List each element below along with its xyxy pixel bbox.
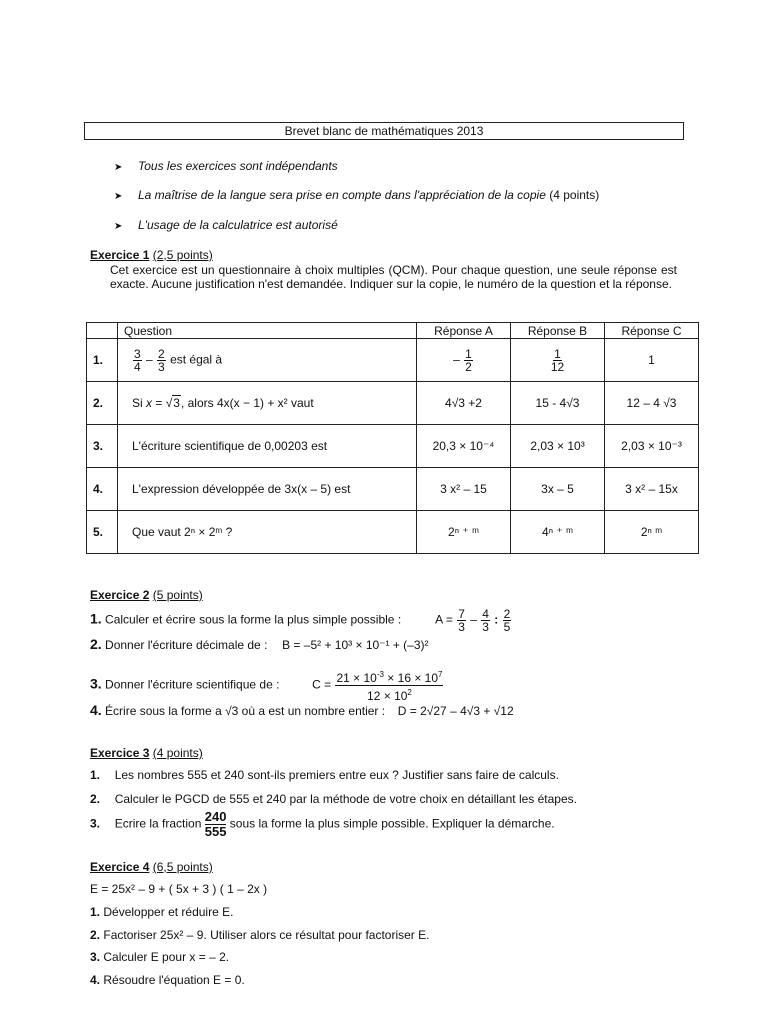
row-number: 2. [87, 382, 118, 425]
question-text: , alors 4x(x − 1) + x² vaut [180, 396, 314, 410]
item-number: 3. [90, 675, 102, 692]
table-row [87, 468, 699, 511]
instruction-text: Tous les exercices sont indépendants [138, 159, 338, 173]
ex2-item-1: 1. Calculer et écrire sous la forme la plus simple possible : A = $\frac{7}{3}$ – $\frac{4}{3}$ : $\frac{2}{5}$ [90, 607, 511, 634]
answer-a: – $\frac{1}{2}$ [417, 339, 511, 382]
answer-c: 2,03 × 10⁻³ [605, 425, 699, 468]
instruction-points: (4 points) [549, 188, 600, 202]
item-text: Calculer et écrire sous la forme la plus simple possible : [105, 612, 402, 627]
item-text: sous la forme la plus simple possible. Expliquer la démarche. [229, 816, 555, 831]
item-expr: B = –5² + 10³ × 10⁻¹ + (–3)² [282, 638, 429, 652]
item-number: 3. [90, 950, 101, 964]
item-text: Ecrire la fraction [114, 816, 202, 831]
answer-b: 4ⁿ ⁺ ᵐ [511, 511, 605, 554]
header-num [87, 323, 118, 339]
item-expr: D = 2√27 – 4√3 + √12 [397, 704, 514, 718]
item-text: Calculer le PGCD de 555 et 240 par la méthode de votre choix en détaillant les étapes. [114, 792, 577, 806]
exercice-label: Exercice 1 [90, 248, 150, 262]
ex4-item-3 [90, 950, 229, 964]
item-text: Donner l'écriture scientifique de : [105, 677, 280, 692]
ex3-item-1 [90, 768, 559, 782]
ex3-item-3 [90, 810, 555, 839]
question-cell: Si x = √3, alors 4x(x − 1) + x² vaut [118, 382, 417, 425]
item-text: Factoriser 25x² – 9. Utiliser alors ce résultat pour factoriser E. [103, 928, 430, 942]
header-b: Réponse B [511, 323, 605, 339]
answer-b: 2,03 × 10³ [511, 425, 605, 468]
item-expr: C = [312, 677, 332, 692]
item-text: Donner l'écriture décimale de : [105, 638, 268, 652]
item-number: 2. [90, 928, 101, 942]
answer-b: 15 - 4√3 [511, 382, 605, 425]
answer-a: 20,3 × 10⁻⁴ [417, 425, 511, 468]
ex4-item-1 [90, 905, 233, 919]
answer-c: 3 x² – 15x [605, 468, 699, 511]
header-c: Réponse C [605, 323, 699, 339]
ex4-item-2 [90, 928, 429, 942]
answer-c: 2ⁿ ᵐ [605, 511, 699, 554]
answer-a: 3 x² – 15 [417, 468, 511, 511]
item-number: 4. [90, 973, 101, 987]
exercice-points: (4 points) [152, 746, 203, 760]
ex2-item-2 [90, 636, 429, 652]
exercice3-title [90, 746, 203, 760]
answer-c: 1 [605, 339, 699, 382]
exercice1-title [90, 248, 213, 262]
exercice4-title [90, 860, 213, 874]
item-number: 4. [90, 702, 102, 718]
table-row [87, 339, 699, 382]
arrow-icon: ➤ [114, 221, 123, 232]
item-number: 1. [90, 610, 102, 627]
instruction-3 [114, 218, 338, 232]
question-text: est égal à [170, 352, 223, 367]
answer-c: 12 – 4 √3 [605, 382, 699, 425]
fraction: $\frac{2}{3}$ [158, 346, 165, 374]
exercice-label: Exercice 3 [90, 746, 150, 760]
question-cell: L'expression développée de 3x(x – 5) est [118, 468, 417, 511]
row-number: 5. [87, 511, 118, 554]
exercice-points: (5 points) [152, 588, 203, 602]
item-number: 2. [90, 636, 102, 652]
instruction-1 [114, 159, 338, 173]
exercice1-intro: Cet exercice est un questionnaire à choix multiples (QCM). Pour chaque question, une seule réponse est exacte. Aucune justification n'est demandée. Indiquer sur la copie, le numéro de la question et la réponse. [110, 263, 677, 291]
header-a: Réponse A [417, 323, 511, 339]
exercice-points: (6,5 points) [152, 860, 213, 874]
item-number: 1. [90, 905, 101, 919]
question-cell: L'écriture scientifique de 0,00203 est [118, 425, 417, 468]
item-number: 3. [90, 816, 101, 831]
item-text: Résoudre l'équation E = 0. [103, 973, 245, 987]
instruction-2 [114, 188, 599, 202]
ex4-item-4 [90, 973, 245, 987]
answer-b: 3x – 5 [511, 468, 605, 511]
item-number: 1. [90, 768, 101, 782]
item-text: Écrire sous la forme a √3 où a est un nombre entier : [105, 704, 386, 718]
table-row [87, 511, 699, 554]
table-row [87, 425, 699, 468]
exercice-points: (2,5 points) [152, 248, 213, 262]
table-row [87, 382, 699, 425]
exercice2-title [90, 588, 203, 602]
answer-a: 4√3 +2 [417, 382, 511, 425]
ex2-item-4 [90, 702, 514, 718]
fraction [205, 810, 227, 839]
answer-b: $\frac{1}{12}$ [511, 339, 605, 382]
table-header-row [87, 323, 699, 339]
fraction-numerator: 240 [204, 809, 227, 824]
ex3-item-2 [90, 792, 577, 806]
arrow-icon: ➤ [114, 162, 123, 173]
ex4-expression: E = 25x² – 9 + ( 5x + 3 ) ( 1 – 2x ) [90, 882, 268, 896]
instruction-text: L'usage de la calculatrice est autorisé [138, 218, 338, 232]
item-text: Les nombres 555 et 240 sont-ils premiers entre eux ? Justifier sans faire de calculs. [114, 768, 559, 782]
question-cell: Que vaut 2ⁿ × 2ᵐ ? [118, 511, 417, 554]
item-number: 2. [90, 792, 101, 806]
header-question: Question [118, 323, 417, 339]
exercice-label: Exercice 2 [90, 588, 150, 602]
row-number: 4. [87, 468, 118, 511]
answer-a: 2ⁿ ⁺ ᵐ [417, 511, 511, 554]
item-expr: A = [435, 612, 453, 627]
ex2-item-3: 3. Donner l'écriture scientifique de : C = $\frac{21 \times 10^{-3} \times 16 \times 10^7}{12 \times 10^2}$ [90, 670, 443, 703]
fraction: $\frac{3}{4}$ [134, 346, 141, 374]
exercice-label: Exercice 4 [90, 860, 150, 874]
item-text: Développer et réduire E. [103, 905, 234, 919]
qcm-table [86, 322, 699, 554]
row-number: 1. [87, 339, 118, 382]
arrow-icon: ➤ [114, 191, 123, 202]
item-text: Calculer E pour x = – 2. [103, 950, 230, 964]
question-text: Si [132, 396, 143, 410]
document-title: Brevet blanc de mathématiques 2013 [84, 122, 684, 140]
question-cell: $\frac{3}{4}$ – $\frac{2}{3}$ est égal à [118, 339, 417, 382]
row-number: 3. [87, 425, 118, 468]
instruction-text: La maîtrise de la langue sera prise en compte dans l'appréciation de la copie [138, 188, 546, 202]
fraction-denominator: 555 [204, 824, 227, 839]
